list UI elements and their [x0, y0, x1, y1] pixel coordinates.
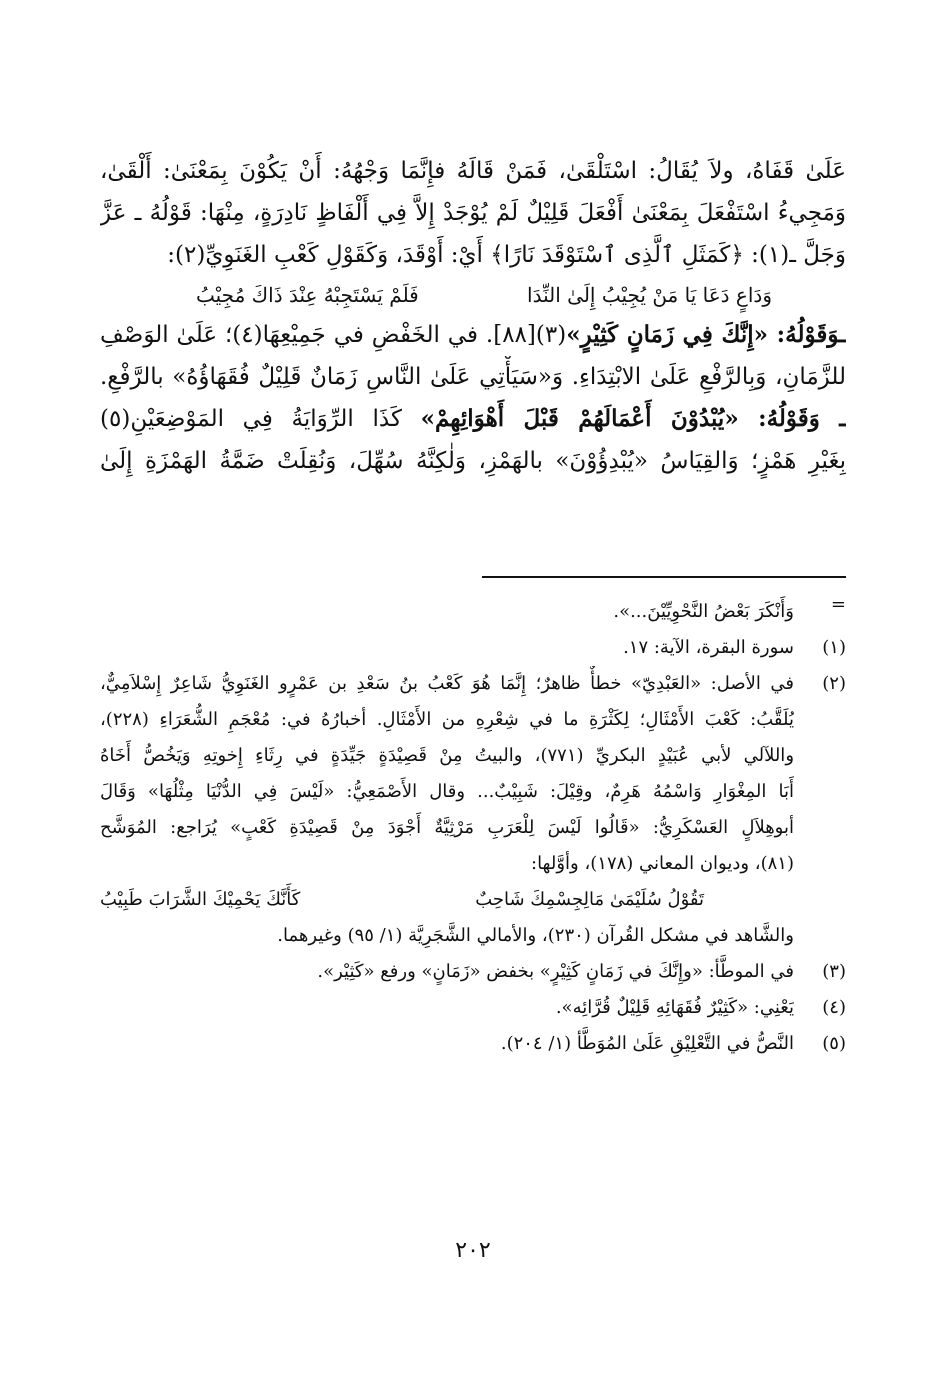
footnote-line: في الموطَّأ: «وإِنَّكَ في زَمَانٍ كَثِيْرٍ» بخفض «زَمَانٍ» ورفع «كَثِيْر».	[317, 961, 794, 982]
footnote-line: أَبَا المِغْوَارِ وَاسْمُهُ هَرِمٌ، وقِيْلَ: شَبِيْبٌ... وقال الأَصْمَعِيُّ: «لَيْسَ فِي الدُّنْيَا مِثْلُهَا» وَقَالَ	[100, 781, 794, 802]
quoted-phrase: ـ وَقَوْلُهُ: «يُبْدُوْنَ أَعْمَالَهُمْ قَبْلَ أَهْوَائِهِمْ»	[420, 405, 846, 432]
footnote-continuation	[100, 594, 846, 630]
footnote-line: يُلَقَّبُ: كَعْبَ الأَمْثَالِ؛ لِكَثْرَةِ ما في شِعْرِهِ من الأَمْثَالِ. أخبارُهُ في: مُعْجَمِ الشُّعَرَاءِ (٢٢٨)،	[100, 709, 794, 730]
footnote-number: (٤)	[822, 997, 846, 1018]
quoted-phrase: ـوَقَوْلُهُ: «إِنَّكَ فِي زَمَانٍ كَثِيْرٍ»	[566, 321, 846, 348]
poetry-verse	[100, 276, 846, 314]
main-text	[100, 150, 846, 482]
continuation-mark: =	[830, 594, 846, 615]
footnote-line: واللآلي لأبي عُبَيْدٍ البكريِّ (٧٧١)، والبيتُ مِنْ قَصِيْدَةٍ جَيِّدَةٍ في رِثَاءِ إِخوتِهِ وَيَخُصُّ أَخَاهُ	[100, 745, 794, 766]
footnote-line: والشَّاهد في مشكل القُرآن (٢٣٠)، والأمالي الشَّجَرِيَّة (١/ ٩٥) وغيرهما.	[277, 925, 794, 946]
page-number: ٢٠٢	[455, 1238, 491, 1263]
text-line: عَلَىٰ قَفَاهُ، ولاَ يُقَالُ: اسْتَلْقَىٰ، فَمَنْ قَالَهُ فإِنَّمَا وَجْهُهُ: أَنْ يَكُوْنَ بِمَعْنَىٰ: أَلْقَىٰ،	[100, 158, 846, 184]
footnote-5	[100, 1026, 846, 1062]
footnote-line: في الأصل: «العَبْدِيّ» خطأٌ ظاهرٌ؛ إِنَّمَا هُوَ كَعْبُ بنُ سَعْدِ بن عَمْرٍو الغَنَوِيُّ شَاعِرٌ إِسْلاَمِيٌّ،	[100, 673, 794, 694]
verse-second-hemistich: فَلَمْ يَسْتَجِبْهُ عِنْدَ ذَاكَ مُجِيْبُ	[196, 283, 419, 307]
verse-first-hemistich: تَقُوْلُ سُلَيْمَىٰ مَالِجِسْمِكَ شَاحِبٌ	[475, 889, 704, 910]
footnote-line: أبوهِلاَلٍ العَسْكَرِيُّ: «قَالُوا لَيْسَ لِلْعَرَبِ مَرْثِيَّةٌ أَجْوَدَ مِنْ قَصِيْدَةِ كَعْبٍ» يُرَاجع: المُوَشَّح	[100, 817, 794, 838]
footnote-1	[100, 630, 846, 666]
footnote-line: (٨١)، وديوان المعاني (١٧٨)، وأوَّلها:	[531, 853, 794, 874]
text-segment: كَذَا الرِّوَايَةُ فِي المَوْضِعَيْنِ(٥)	[100, 406, 402, 432]
footnote-separator	[482, 576, 846, 578]
footnotes	[100, 594, 846, 1062]
footnote-3	[100, 954, 846, 990]
footnote-line: يَعْنِي: «كَثِيْرٌ فُقَهَائِهِ قَلِيْلٌ قُرَّائِه».	[555, 997, 794, 1018]
text-line: وَجَلَّ ـ(١): ﴿كَمَثَلِ ٱلَّذِى ٱسْتَوْقَدَ نَارًا﴾ أَيْ: أَوْقَدَ، وَكَقَوْلِ كَعْبِ الغَنَوِيِّ(٢):	[167, 242, 846, 268]
footnote-verse	[100, 882, 794, 918]
footnote-line: النَّصُّ في التَّعْلِيْقِ عَلَىٰ المُوَطَّأ (١/ ٢٠٤).	[500, 1033, 794, 1054]
text-line: وَمَجِيءُ اسْتَفْعَلَ بِمَعْنَىٰ أَفْعَلَ قَلِيْلٌ لَمْ يُوْجَدْ إِلاَّ فِي أَلْفَاظٍ نَادِرَةٍ، مِنْهَا: قَوْلُهُ ـ عَزَّ	[100, 200, 846, 226]
footnote-number: (١)	[822, 637, 846, 658]
verse-first-hemistich: وَدَاعٍ دَعَا يَا مَنْ يُجِيْبُ إِلَىٰ النِّدَا	[527, 283, 772, 307]
verse-second-hemistich: كَأَنَّكَ يَحْمِيْكَ الشَّرَابَ طَبِيْبُ	[100, 889, 301, 910]
text-line	[100, 398, 846, 440]
footnote-2	[100, 666, 846, 954]
text-line: بِغَيْرِ هَمْزٍ؛ وَالقِيَاسُ «يُبْدِؤُوْنَ» بالهَمْزِ، وَلٰكِنَّهُ سُهِّلَ، وَنُقِلَتْ ضَمَّةُ الهَمْزَةِ إِلَىٰ	[100, 448, 846, 474]
footnote-line: وَأَنْكَرَ بَعْضُ النَّحْوِيِّيْنَ...».	[613, 601, 794, 622]
footnote-line: سورة البقرة، الآية: ١٧.	[623, 637, 794, 658]
footnote-number: (٥)	[822, 1033, 846, 1054]
footnote-number: (٢)	[822, 673, 846, 694]
text-line	[100, 314, 846, 356]
text-segment: (٣)[٨٨]. في الخَفْضِ في جَمِيْعِهَا(٤)؛ عَلَىٰ الوَصْفِ	[100, 322, 567, 348]
footnote-number: (٣)	[822, 961, 846, 982]
text-line: للزَّمَانِ، وَبِالرَّفْعِ عَلَىٰ الابْتِدَاءِ. وَ«سَيَأْتِي عَلَىٰ النَّاسِ زَمَانٌ قَلِيْلٌ فُقَهَاؤُهُ» بالرَّفْعِ.	[100, 364, 846, 390]
footnote-4	[100, 990, 846, 1026]
